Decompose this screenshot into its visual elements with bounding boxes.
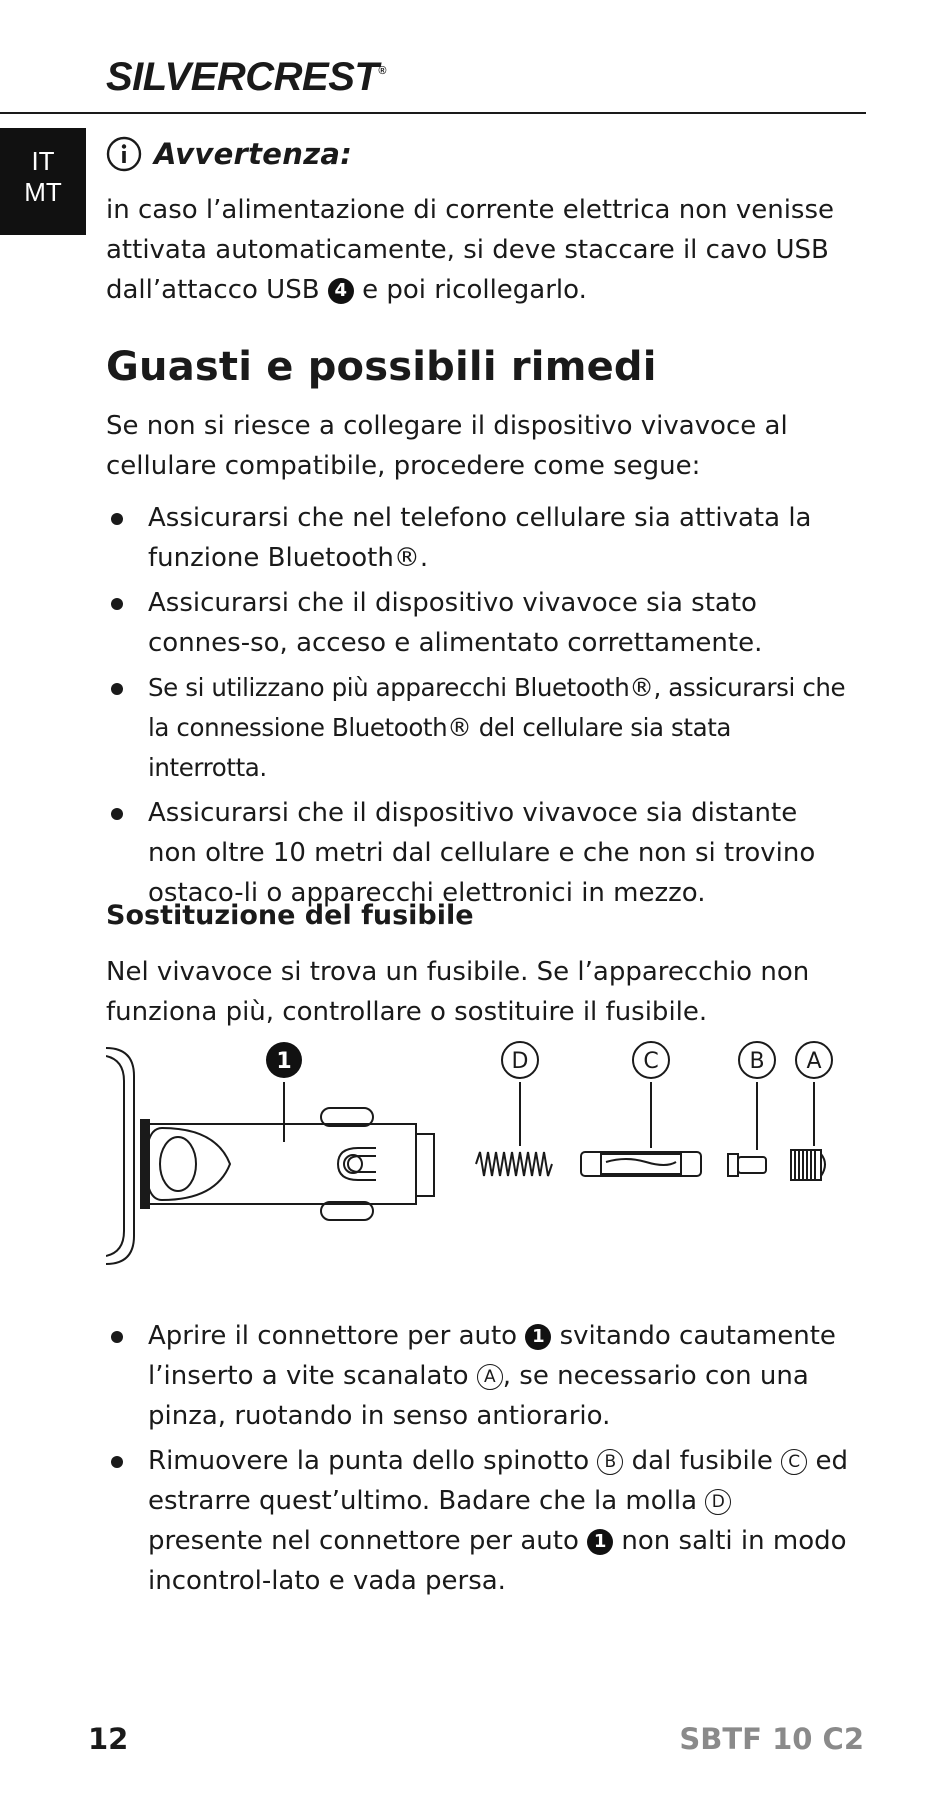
svg-text:C: C — [643, 1049, 659, 1074]
connector-body — [149, 1124, 416, 1204]
spring-d — [476, 1152, 552, 1176]
info-icon — [106, 136, 142, 172]
section-title: Guasti e possibili rimedi — [106, 344, 657, 390]
language-it: IT — [31, 146, 55, 176]
warning-title: Avvertenza: — [154, 137, 353, 171]
svg-text:1: 1 — [276, 1049, 292, 1074]
list-item: Se si utilizzano più apparecchi Bluetooth®, assicurarsi che la connessione Bluetooth® del cellulare sia stata interrotta. — [106, 668, 851, 788]
screw-insert-a — [791, 1150, 825, 1180]
bullet-icon — [111, 683, 123, 695]
label-1 — [266, 1042, 302, 1078]
bullet-icon — [111, 808, 123, 820]
section-intro: Se non si riesce a collegare il dispositivo vivavoce al cellulare compatibile, procedere come segue: — [106, 411, 788, 481]
ref-c-icon: C — [781, 1449, 807, 1475]
list-item: Assicurarsi che il dispositivo vivavoce sia stato connes-so, acceso e alimentato correttamente. — [106, 583, 851, 663]
label-a — [796, 1042, 832, 1078]
model-number: SBTF 10 C2 — [679, 1722, 864, 1756]
svg-text:D: D — [511, 1049, 529, 1074]
language-mt: MT — [24, 177, 62, 207]
svg-text:A: A — [806, 1049, 822, 1074]
label-c — [633, 1042, 669, 1078]
list-item: Assicurarsi che il dispositivo vivavoce sia distante non oltre 10 metri dal cellulare e che non si trovino ostaco-li o apparecchi elettronici in mezzo. — [106, 793, 851, 913]
brand-logo: SILVERCREST® — [106, 55, 386, 99]
language-tab — [0, 128, 86, 235]
bullet-icon — [111, 1331, 123, 1343]
bullet-icon — [111, 513, 123, 525]
fuse-steps-list — [106, 1316, 851, 1606]
troubleshooting-list — [106, 498, 851, 918]
ref-b-icon: B — [597, 1449, 623, 1475]
page-number: 12 — [88, 1722, 129, 1756]
list-item: Aprire il connettore per auto 1 svitando cautamente l’inserto a vite scanalato A , se necessario con una pinza, ruotando in senso antiorario. — [106, 1316, 851, 1436]
ref-a-icon: A — [477, 1364, 503, 1390]
ref-1-icon: 1 — [525, 1324, 551, 1350]
device-housing — [106, 1048, 134, 1264]
subsection-intro: Nel vivavoce si trova un fusibile. Se l’apparecchio non funziona più, controllare o sostituire il fusibile. — [106, 957, 810, 1027]
pin-tip-b — [728, 1154, 766, 1176]
fuse-diagram — [106, 1036, 866, 1276]
warning-text: in caso l’alimentazione di corrente elettrica non venisse attivata automaticamente, si deve staccare il cavo USB dall’attacco USB 4 e poi ricollegarlo. — [106, 195, 835, 305]
svg-text:B: B — [749, 1049, 765, 1074]
bullet-icon — [111, 598, 123, 610]
fuse-c — [581, 1152, 701, 1176]
warning-heading — [106, 136, 352, 172]
ref-1-icon: 1 — [587, 1529, 613, 1555]
connector-tip — [416, 1134, 434, 1196]
list-item: Rimuovere la punta dello spinotto B dal fusibile C ed estrarre quest’ultimo. Badare che la molla D presente nel connettore per auto 1 non salti in modo incontrol-lato e vada persa. — [106, 1441, 851, 1601]
label-d — [502, 1042, 538, 1078]
label-b — [739, 1042, 775, 1078]
list-item: Assicurarsi che nel telefono cellulare sia attivata la funzione Bluetooth®. — [106, 498, 851, 578]
header-rule — [0, 112, 866, 114]
ref-d-icon: D — [705, 1489, 731, 1515]
ref-4-icon: 4 — [328, 278, 354, 304]
subsection-title: Sostituzione del fusibile — [106, 900, 474, 931]
bullet-icon — [111, 1456, 123, 1468]
